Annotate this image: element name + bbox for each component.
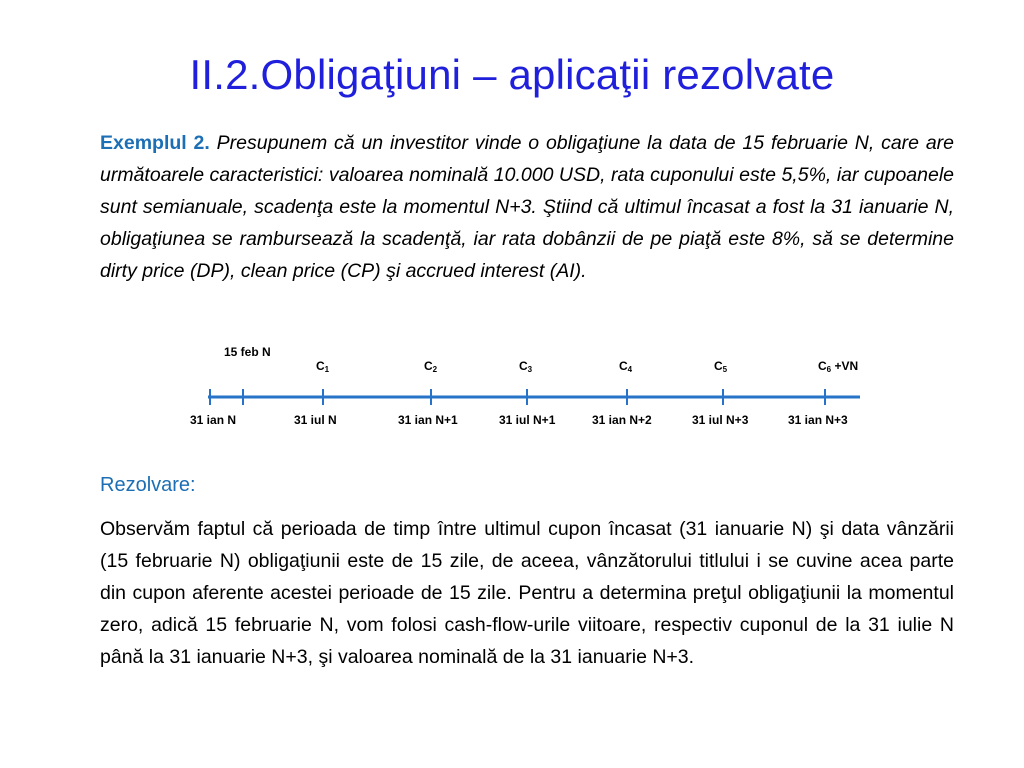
date-label: 31 iul N+1 — [499, 413, 556, 427]
coupon-label: $C_4$ — [619, 359, 633, 374]
sale-date-label: 15 feb N — [224, 345, 271, 359]
coupon-label: $C_5$ — [714, 359, 728, 374]
date-label: 31 ian N+2 — [592, 413, 652, 427]
example-paragraph — [100, 127, 954, 287]
date-label: 31 ian N+1 — [398, 413, 458, 427]
coupon-label: $C_3$ — [519, 359, 533, 374]
slide-title: II.2.Obligaţiuni – aplicaţii rezolvate — [189, 51, 835, 98]
coupon-label: $C_6 +VN$ — [818, 359, 859, 374]
example-label: Exemplul 2. — [100, 132, 210, 154]
date-label: 31 ian N — [190, 413, 237, 427]
solution-paragraph: Observăm faptul că perioada de timp între ultimul cupon încasat (31 ianuarie N) şi data vânzării (15 februarie N) obligaţiunii este de 15 zile, de aceea, vânzătorului titlului i se cuvine acea parte din cupon aferente acestei perioade de 15 zile. Pentru a determina preţul obligaţiunii la momentul zero, adică 15 februarie N, vom folosi cash-flow-urile viitoare, respectiv cuponul de la 31 iulie N până la 31 ianuarie N+3, şi valoarea nominală de la 31 ianuarie N+3. — [100, 518, 954, 668]
coupon-label: $C_2$ — [424, 359, 438, 374]
coupon-label: $C_1$ — [316, 359, 330, 374]
date-label: 31 iul N — [294, 413, 337, 427]
date-label: 31 ian N+3 — [788, 413, 848, 427]
solution-heading: Rezolvare: — [100, 474, 196, 496]
example-text: Presupunem că un investitor vinde o obligaţiune la data de 15 februarie N, care are următoarele caracteristici: valoarea nominală 10.000 USD, rata cuponului este 5,5%, iar cupoanele sunt semianuale, scadenţa este la momentul N+3. Ştiind că ultimul încasat a fost la 31 ianuarie N, obligaţiunea se rambursează la scadenţă, iar rata dobânzii de pe piaţă este 8%, să se determine dirty price (DP), clean price (CP) şi accrued interest (AI). — [100, 132, 955, 282]
date-label: 31 iul N+3 — [692, 413, 749, 427]
